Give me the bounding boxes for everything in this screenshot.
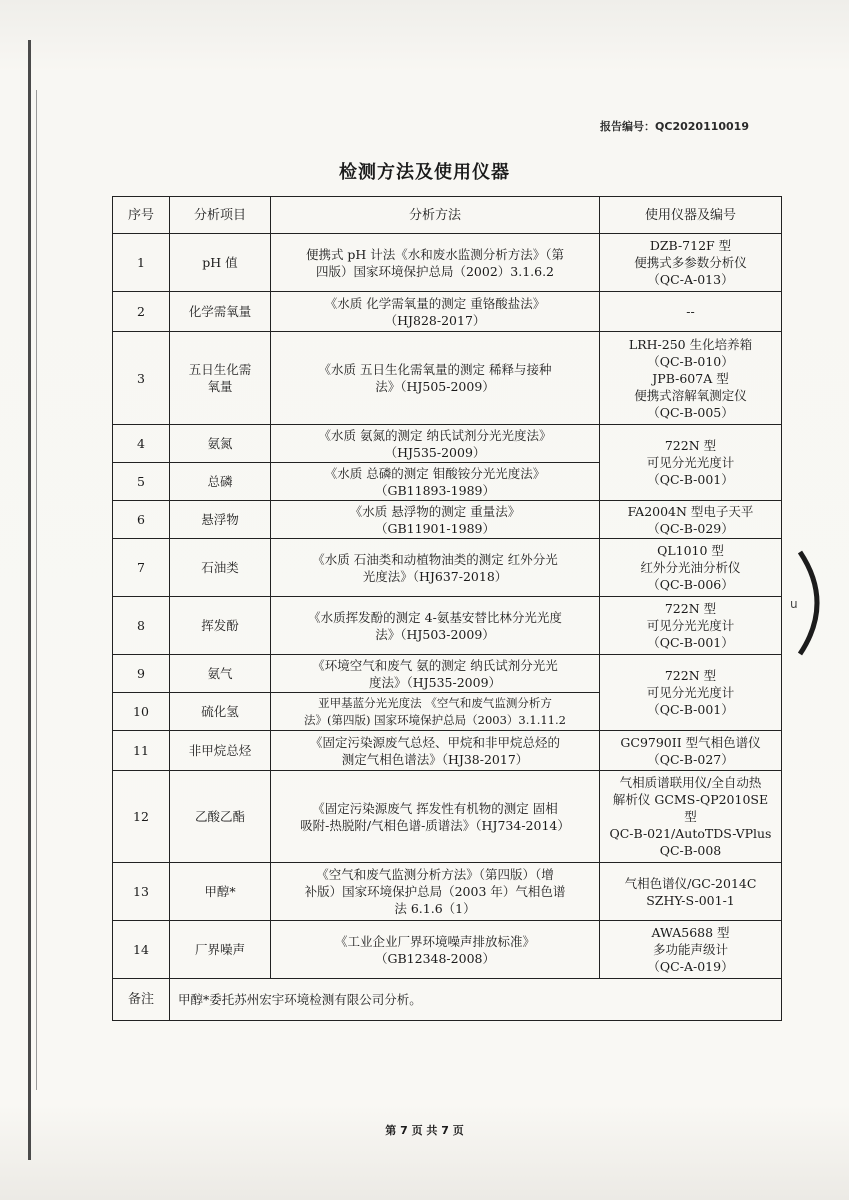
row-no: 8 [113, 597, 170, 655]
row-instrument: 气相色谱仪/GC-2014C SZHY-S-001-1 [600, 863, 782, 921]
remarks-text: 甲醇*委托苏州宏宇环境检测有限公司分析。 [170, 979, 782, 1021]
row-item: 五日生化需 氧量 [170, 332, 271, 425]
row-no: 9 [113, 655, 170, 693]
row-method: 《空气和废气监测分析方法》（第四版）（增 补版）国家环境保护总局（2003 年）气相色谱 法 6.1.6（1） [271, 863, 600, 921]
table-row [113, 425, 782, 463]
row-instrument: QL1010 型 红外分光油分析仪 （QC-B-006） [600, 539, 782, 597]
binding-stamp-mark [786, 548, 846, 658]
binding-edge-line [28, 40, 31, 1160]
page-footer: 第 7 页 共 7 页 [385, 1124, 464, 1137]
row-item: 甲醇* [170, 863, 271, 921]
row-item: 化学需氧量 [170, 292, 271, 332]
row-item: 石油类 [170, 539, 271, 597]
row-no: 10 [113, 693, 170, 731]
row-instrument: AWA5688 型 多功能声级计 （QC-A-019） [600, 921, 782, 979]
header-method: 分析方法 [271, 197, 600, 234]
row-no: 1 [113, 234, 170, 292]
report-number: 报告编号：QC2020110019 [600, 120, 749, 133]
row-item: pH 值 [170, 234, 271, 292]
header-instrument: 使用仪器及编号 [600, 197, 782, 234]
row-method: 《水质 氨氮的测定 纳氏试剂分光光度法》 （HJ535-2009） [271, 425, 600, 463]
table-row [113, 731, 782, 771]
table-row [113, 332, 782, 425]
row-instrument: GC9790II 型气相色谱仪 （QC-B-027） [600, 731, 782, 771]
row-method: 《水质挥发酚的测定 4-氨基安替比林分光光度 法》（HJ503-2009） [271, 597, 600, 655]
row-instrument: 气相质谱联用仪/全自动热 解析仪 GCMS-QP2010SE 型 QC-B-021/AutoTDS-VPlus QC-B-008 [600, 771, 782, 863]
remarks-label: 备注 [113, 979, 170, 1021]
table-row [113, 597, 782, 655]
row-no: 3 [113, 332, 170, 425]
row-item: 悬浮物 [170, 501, 271, 539]
row-no: 13 [113, 863, 170, 921]
row-method: 《水质 五日生化需氧量的测定 稀释与接种 法》（HJ505-2009） [271, 332, 600, 425]
table-row [113, 921, 782, 979]
row-item: 挥发酚 [170, 597, 271, 655]
table-header-row [113, 197, 782, 234]
binding-stamp-text: u [790, 597, 798, 611]
table-row [113, 863, 782, 921]
row-method: 《水质 石油类和动植物油类的测定 红外分光 光度法》（HJ637-2018） [271, 539, 600, 597]
table-row [113, 771, 782, 863]
binding-edge-line-inner [36, 90, 37, 1090]
row-no: 4 [113, 425, 170, 463]
header-no: 序号 [113, 197, 170, 234]
row-no: 11 [113, 731, 170, 771]
row-no: 5 [113, 463, 170, 501]
header-item: 分析项目 [170, 197, 271, 234]
page-title: 检测方法及使用仪器 [339, 162, 510, 183]
row-instrument: FA2004N 型电子天平 （QC-B-029） [600, 501, 782, 539]
remarks-row [113, 979, 782, 1021]
row-item: 氨氮 [170, 425, 271, 463]
row-instrument-shared: 722N 型 可见分光光度计 （QC-B-001） [600, 425, 782, 501]
row-no: 2 [113, 292, 170, 332]
row-method: 《环境空气和废气 氨的测定 纳氏试剂分光光 度法》（HJ535-2009） [271, 655, 600, 693]
row-item: 非甲烷总烃 [170, 731, 271, 771]
row-method: 《固定污染源废气 挥发性有机物的测定 固相 吸附-热脱附/气相色谱-质谱法》（HJ734-2014） [271, 771, 600, 863]
row-item: 总磷 [170, 463, 271, 501]
row-item: 厂界噪声 [170, 921, 271, 979]
row-method: 便携式 pH 计法《水和废水监测分析方法》（第 四版）国家环境保护总局（2002）3.1.6.2 [271, 234, 600, 292]
table-row [113, 234, 782, 292]
row-item: 氨气 [170, 655, 271, 693]
table-row [113, 292, 782, 332]
table-row [113, 501, 782, 539]
row-no: 14 [113, 921, 170, 979]
row-method: 《工业企业厂界环境噪声排放标准》 （GB12348-2008） [271, 921, 600, 979]
row-no: 7 [113, 539, 170, 597]
row-no: 12 [113, 771, 170, 863]
methods-table [112, 196, 782, 1021]
row-instrument: DZB-712F 型 便携式多参数分析仪 （QC-A-013） [600, 234, 782, 292]
row-item: 乙酸乙酯 [170, 771, 271, 863]
row-instrument: 722N 型 可见分光光度计 （QC-B-001） [600, 597, 782, 655]
row-instrument: -- [600, 292, 782, 332]
table-row [113, 539, 782, 597]
row-method: 《固定污染源废气总烃、甲烷和非甲烷总烃的 测定气相色谱法》（HJ38-2017） [271, 731, 600, 771]
row-method: 《水质 总磷的测定 钼酸铵分光光度法》 （GB11893-1989） [271, 463, 600, 501]
row-no: 6 [113, 501, 170, 539]
row-method: 亚甲基蓝分光光度法 《空气和废气监测分析方 法》(第四版) 国家环境保护总局（2003）3.1.11.2 [271, 693, 600, 731]
row-instrument-shared: 722N 型 可见分光光度计 （QC-B-001） [600, 655, 782, 731]
row-instrument: LRH-250 生化培养箱 （QC-B-010） JPB-607A 型 便携式溶解氧测定仪 （QC-B-005） [600, 332, 782, 425]
row-method: 《水质 化学需氧量的测定 重铬酸盐法》 （HJ828-2017） [271, 292, 600, 332]
row-item: 硫化氢 [170, 693, 271, 731]
row-method: 《水质 悬浮物的测定 重量法》 （GB11901-1989） [271, 501, 600, 539]
table-row [113, 655, 782, 693]
